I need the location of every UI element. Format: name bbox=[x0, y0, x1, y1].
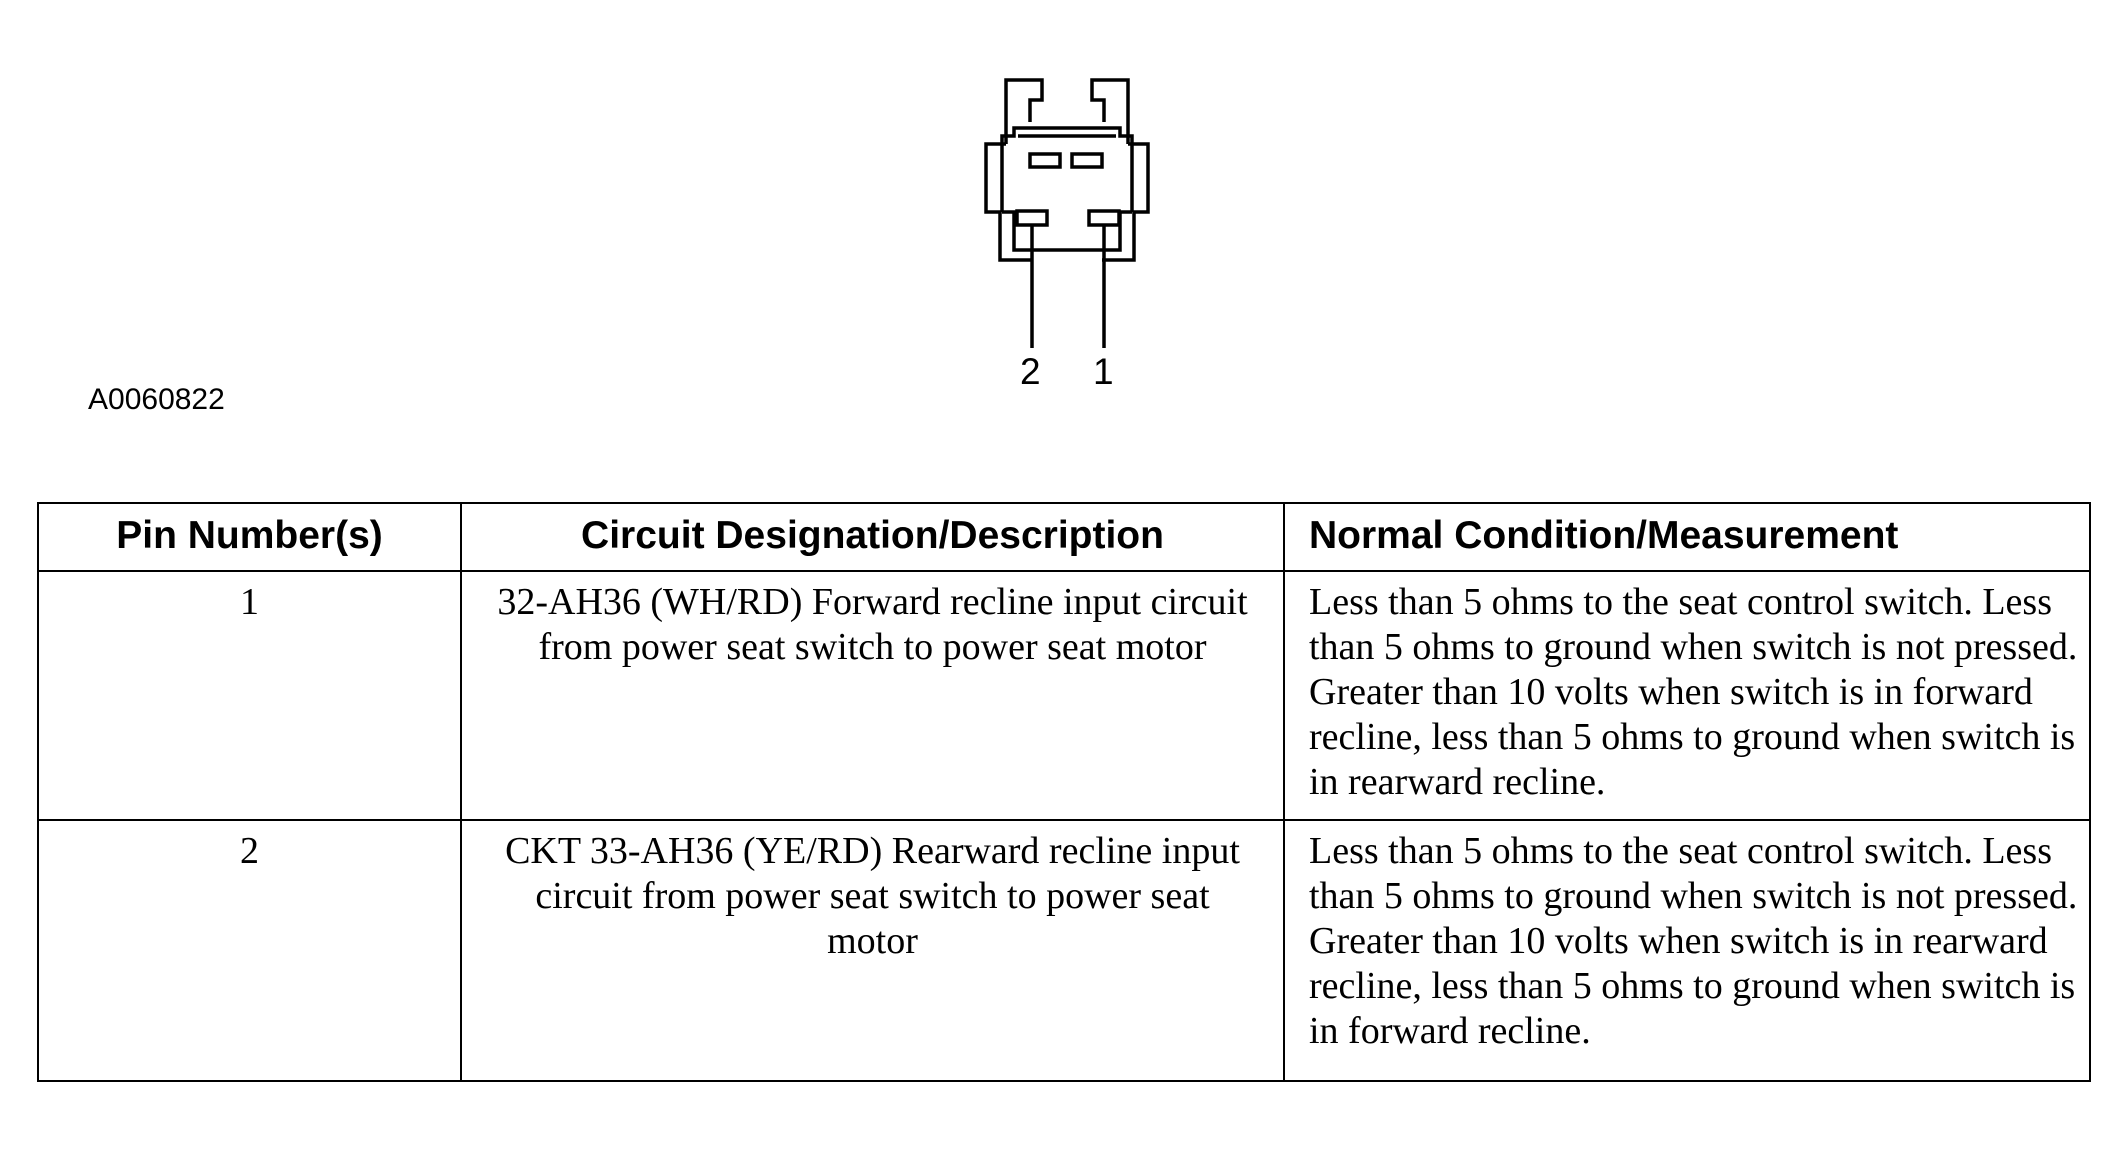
cell-pin: 1 bbox=[38, 571, 461, 820]
upper-slot-right bbox=[1072, 154, 1102, 167]
table-header-row bbox=[38, 503, 2090, 571]
cell-pin: 2 bbox=[38, 820, 461, 1081]
header-pin-numbers: Pin Number(s) bbox=[38, 503, 461, 571]
pin-1-slot bbox=[1089, 211, 1119, 225]
lower-cavity bbox=[1002, 212, 1132, 250]
cell-condition: Less than 5 ohms to the seat control switch. Less than 5 ohms to ground when switch is not pressed. Greater than 10 volts when switch is in forward recline, less than 5 ohms to ground when switch is in rearward recline. bbox=[1284, 571, 2090, 820]
pin-label-1: 1 bbox=[1093, 351, 1114, 392]
pin-2-slot bbox=[1017, 211, 1047, 225]
cell-condition: Less than 5 ohms to the seat control switch. Less than 5 ohms to ground when switch is not pressed. Greater than 10 volts when switch is in rearward recline, less than 5 ohms to ground when switch is in forward recline. bbox=[1284, 820, 2090, 1081]
cell-circuit: 32-AH36 (WH/RD) Forward recline input circuit from power seat switch to power seat motor bbox=[461, 571, 1284, 820]
cell-circuit: CKT 33-AH36 (YE/RD) Rearward recline input circuit from power seat switch to power seat motor bbox=[461, 820, 1284, 1081]
header-circuit-designation: Circuit Designation/Description bbox=[461, 503, 1284, 571]
upper-slot-left bbox=[1030, 154, 1060, 167]
pin-label-2: 2 bbox=[1020, 351, 1041, 392]
inner-body bbox=[1002, 128, 1132, 212]
table-row bbox=[38, 820, 2090, 1081]
pinout-table bbox=[37, 502, 2091, 1082]
outer-left-wall bbox=[986, 144, 1032, 260]
table-row bbox=[38, 571, 2090, 820]
outer-right-wall bbox=[1102, 144, 1148, 260]
connector-diagram bbox=[960, 70, 1180, 370]
figure-id: A0060822 bbox=[88, 383, 225, 416]
header-normal-condition: Normal Condition/Measurement bbox=[1284, 503, 2090, 571]
